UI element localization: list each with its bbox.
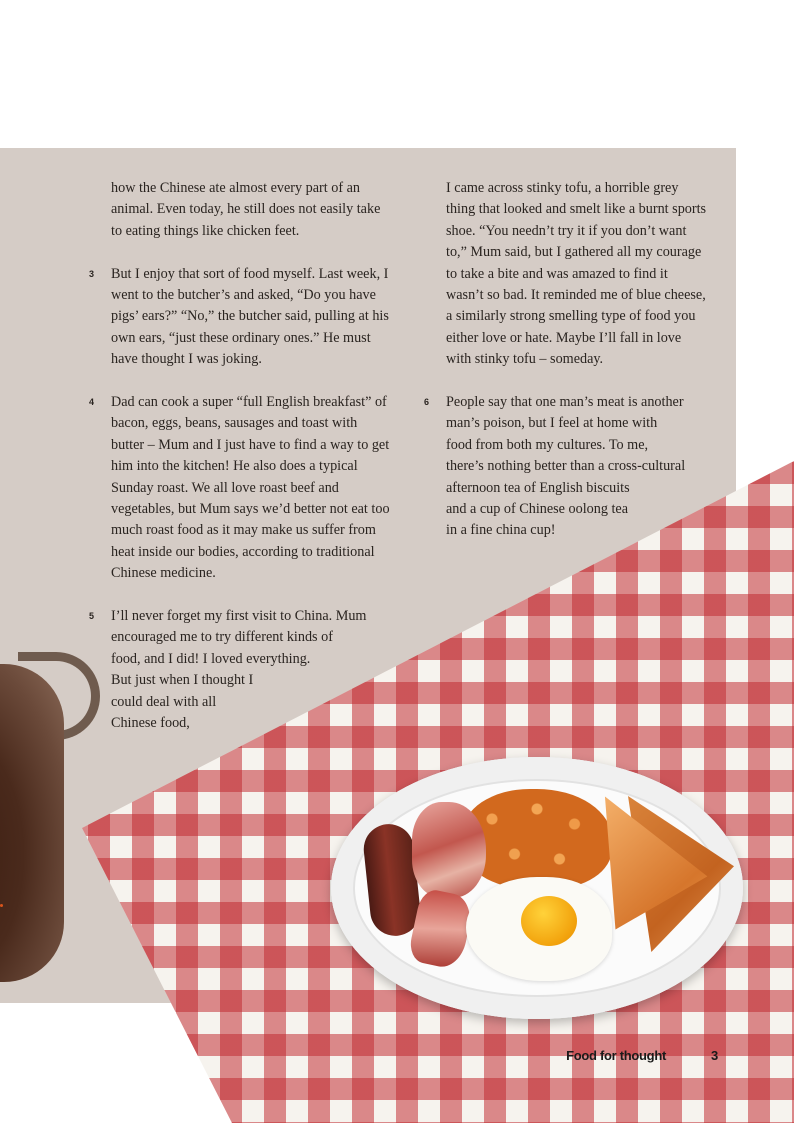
paragraph-continuation: how the Chinese ate almost every part of an animal. Even today, he still does not easily take to eating things like chicken feet. — [111, 180, 381, 239]
paragraph-line: and a cup of Chinese oolong tea — [446, 501, 629, 518]
page-number: 3 — [711, 1048, 719, 1063]
paragraph-text: But I enjoy that sort of food myself. Last week, I went to the butcher’s and asked, “Do you have pigs’ ears?” “No,” the butcher said, pulling at his own ears, “just these ordinary ones.” He must have thought I was joking. — [111, 265, 389, 368]
paragraph-text: Dad can cook a super “full English breakfast” of bacon, eggs, beans, sausages and toast with butter – Mum and I just have to find a way to get him into the kitchen! He also does a typical Sunday roast. We all love roast beef and vegetables, but Mum says we’d better not eat too much roast food as it may make us suffer from heat inside our bodies, according to traditional Chinese medicine. — [111, 394, 390, 582]
egg-yolk — [521, 896, 577, 946]
paragraph-number: 3 — [89, 268, 95, 279]
paragraph-3 — [89, 264, 393, 371]
paragraph-line: People say that one man’s meat is another — [446, 394, 684, 411]
bacon — [412, 802, 486, 898]
paragraph-line: could deal with all — [111, 693, 217, 710]
right-column — [424, 178, 708, 563]
paragraph-5-continuation: I came across stinky tofu, a horrible grey thing that looked and smelt like a burnt sports shoe. “You needn’t try it if you don’t want to,” Mum said, but I gathered all my courage to take a bite and was amazed to find it wasn’t so bad. It reminded me of blue cheese, a similarly strong smelling type of food you either love or hate. Maybe I’ll fall in love with stinky tofu – someday. — [446, 180, 707, 368]
paragraph-5 — [89, 606, 393, 734]
paragraph-line: I’ll never forget my first visit to China. Mum — [111, 608, 367, 625]
paragraph-line: But just when I thought I — [111, 672, 254, 689]
paragraph-line: Chinese food, — [111, 715, 190, 732]
paragraph-number: 4 — [89, 397, 95, 408]
footer-section-title: Food for thought — [566, 1048, 666, 1063]
paragraph-line: encouraged me to try different kinds of — [111, 629, 333, 646]
paragraph-number: 5 — [89, 611, 95, 622]
paragraph-line: in a fine china cup! — [446, 522, 556, 539]
paragraph-line: man’s poison, but I feel at home with — [446, 415, 658, 432]
left-column — [89, 178, 393, 756]
clay-pot-image — [0, 664, 64, 982]
paragraph-line: afternoon tea of English biscuits — [446, 479, 630, 496]
paragraph-number: 6 — [424, 397, 430, 408]
paragraph-line: there’s nothing better than a cross-cultural — [446, 458, 686, 475]
paragraph-line: food, and I did! I loved everything. — [111, 650, 311, 667]
paragraph-4 — [89, 392, 393, 585]
paragraph-line: food from both my cultures. To me, — [446, 436, 649, 453]
paragraph-6 — [424, 392, 708, 542]
